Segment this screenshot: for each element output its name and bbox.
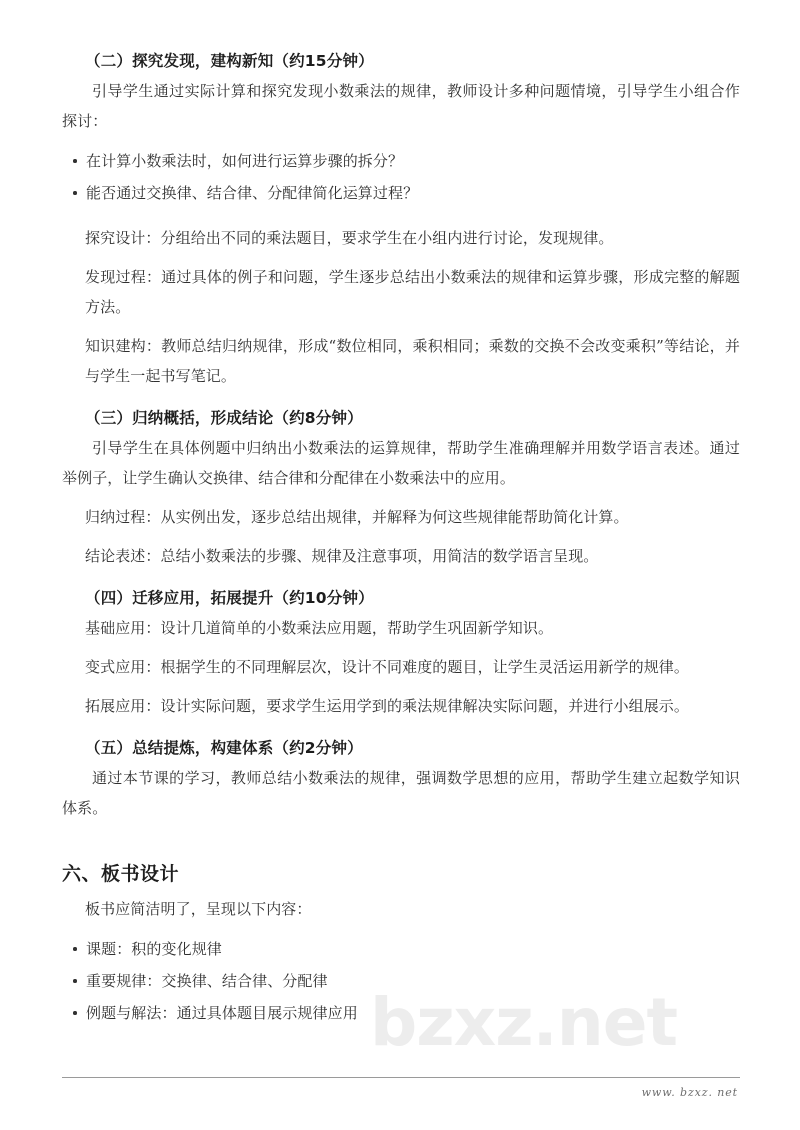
spacer xyxy=(62,571,740,585)
list-item xyxy=(62,145,740,177)
heading-part-four: （四）迁移应用，拓展提升（约10分钟） xyxy=(85,589,374,607)
spacer xyxy=(62,253,740,262)
paragraph-part-two-item-1: 探究设计：分组给出不同的乘法题目，要求学生在小组内进行讨论，发现规律。 xyxy=(85,229,614,247)
paragraph-part-five-intro: 通过本节课的学习，教师总结小数乘法的规律，强调数学思想的应用，帮助学生建立起数学知识体系。 xyxy=(62,769,740,817)
list-item-label: 例题与解法：通过具体题目展示规律应用 xyxy=(86,1004,358,1022)
paragraph-part-three-intro: 引导学生在具体例题中归纳出小数乘法的运算规律，帮助学生准确理解并用数学语言表述。通过举例子，让学生确认交换律、结合律和分配律在小数乘法中的应用。 xyxy=(62,439,740,487)
footer-url: www. bzxz. net xyxy=(641,1086,738,1099)
list-item xyxy=(62,997,740,1029)
list-item-label: 重要规律：交换律、结合律、分配律 xyxy=(86,972,328,990)
paragraph-section-six-intro: 板书应简洁明了，呈现以下内容： xyxy=(85,900,312,918)
heading-part-two: （二）探究发现，建构新知（约15分钟） xyxy=(85,52,374,70)
heading-part-five: （五）总结提炼，构建体系（约2分钟） xyxy=(85,739,363,757)
spacer xyxy=(62,682,740,691)
bullet-list-section-six xyxy=(62,933,740,1029)
list-item xyxy=(62,965,740,997)
list-item xyxy=(62,933,740,965)
bullet-dot-icon xyxy=(73,947,77,951)
spacer xyxy=(62,136,740,145)
paragraph-part-four-item-1: 基础应用：设计几道简单的小数乘法应用题，帮助学生巩固新学知识。 xyxy=(85,619,554,637)
site-watermark: bzxz.net xyxy=(370,984,678,1061)
paragraph-part-two-item-2: 发现过程：通过具体的例子和问题，学生逐步总结出小数乘法的规律和运算步骤，形成完整的解题方法。 xyxy=(85,268,740,316)
spacer xyxy=(62,391,740,405)
paragraph-part-four-item-3: 拓展应用：设计实际问题，要求学生运用学到的乘法规律解决实际问题，并进行小组展示。 xyxy=(85,697,690,715)
spacer xyxy=(62,209,740,223)
spacer xyxy=(62,924,740,933)
paragraph-part-two-intro: 引导学生通过实际计算和探究发现小数乘法的规律，教师设计多种问题情境，引导学生小组合作探讨： xyxy=(62,82,740,130)
list-item xyxy=(62,177,740,209)
paragraph-part-three-item-1: 归纳过程：从实例出发，逐步总结出规律，并解释为何这些规律能帮助简化计算。 xyxy=(85,508,629,526)
bullet-dot-icon xyxy=(73,979,77,983)
bullet-list-part-two xyxy=(62,145,740,209)
spacer xyxy=(62,823,740,859)
spacer xyxy=(62,721,740,735)
paragraph-part-four-item-2: 变式应用：根据学生的不同理解层次，设计不同难度的题目，让学生灵活运用新学的规律。 xyxy=(85,658,690,676)
spacer xyxy=(62,322,740,331)
heading-part-three: （三）归纳概括，形成结论（约8分钟） xyxy=(85,409,363,427)
spacer xyxy=(62,493,740,502)
footer-divider xyxy=(62,1077,740,1078)
list-item-label: 在计算小数乘法时，如何进行运算步骤的拆分？ xyxy=(86,152,404,170)
paragraph-part-two-item-3: 知识建构：教师总结归纳规律，形成“数位相同，乘积相同；乘数的交换不会改变乘积”等结论，并与学生一起书写笔记。 xyxy=(85,337,740,385)
bullet-dot-icon xyxy=(73,191,77,195)
heading-section-six: 六、板书设计 xyxy=(62,863,180,885)
bullet-dot-icon xyxy=(73,1011,77,1015)
list-item-label: 能否通过交换律、结合律、分配律简化运算过程？ xyxy=(86,184,419,202)
spacer xyxy=(62,532,740,541)
spacer xyxy=(62,643,740,652)
document-content xyxy=(62,48,740,1029)
list-item-label: 课题：积的变化规律 xyxy=(86,940,222,958)
paragraph-part-three-item-2: 结论表述：总结小数乘法的步骤、规律及注意事项，用简洁的数学语言呈现。 xyxy=(85,547,599,565)
bullet-dot-icon xyxy=(73,159,77,163)
